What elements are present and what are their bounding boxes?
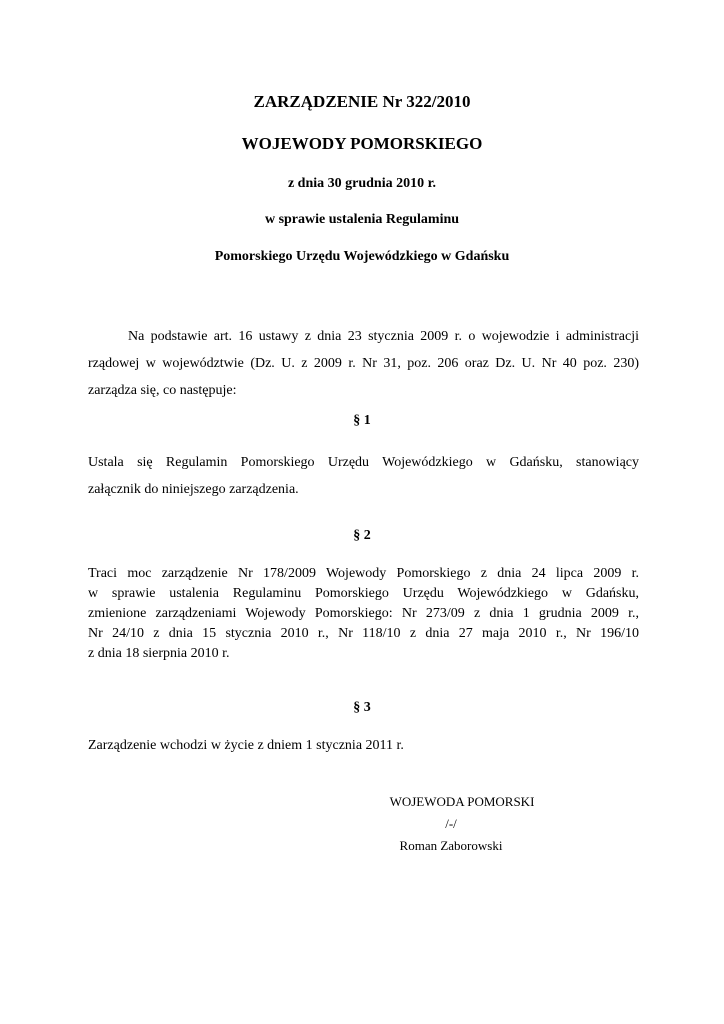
section-3-paragraph — [88, 736, 639, 756]
section-1-line: Ustala się Regulamin Pomorskiego Urzędu Wojewódzkiego w Gdańsku, stanowiący — [88, 455, 639, 470]
section-1-line: załącznik do niniejszego zarządzenia. — [88, 482, 299, 497]
section-2-line: Nr 24/10 z dnia 15 stycznia 2010 r., Nr 118/10 z dnia 27 maja 2010 r., Nr 196/10 — [88, 626, 639, 641]
document-subject-line-1: w sprawie ustalenia Regulaminu — [264, 212, 460, 227]
signature-mark: /-/ — [445, 816, 457, 831]
section-2-line: Traci moc zarządzenie Nr 178/2009 Wojewody Pomorskiego z dnia 24 lipca 2009 r. — [88, 566, 639, 581]
signature-name: Roman Zaborowski — [399, 838, 503, 853]
document-subject-line-2: Pomorskiego Urzędu Wojewódzkiego w Gdańsku — [214, 249, 510, 264]
document-title: ZARZĄDZENIE Nr 322/2010 — [253, 92, 471, 111]
section-2-line: zmienione zarządzeniami Wojewody Pomorskiego: Nr 273/09 z dnia 1 grudnia 2009 r., — [88, 606, 639, 621]
section-1-mark: § 1 — [353, 413, 371, 428]
section-3-mark: § 3 — [353, 700, 371, 715]
section-2-paragraph — [88, 564, 639, 664]
preamble-paragraph — [88, 323, 639, 404]
section-3-line: Zarządzenie wchodzi w życie z dniem 1 stycznia 2011 r. — [88, 738, 404, 753]
signature-office: WOJEWODA POMORSKI — [389, 794, 535, 809]
section-1-paragraph — [88, 449, 639, 503]
document-issuer: WOJEWODY POMORSKIEGO — [241, 134, 483, 153]
preamble-line: zarządza się, co następuje: — [88, 383, 237, 398]
document-date: z dnia 30 grudnia 2010 r. — [287, 176, 437, 191]
section-2-line: w sprawie ustalenia Regulaminu Pomorskiego Urzędu Wojewódzkiego w Gdańsku, — [88, 586, 639, 601]
preamble-line: Na podstawie art. 16 ustawy z dnia 23 stycznia 2009 r. o wojewodzie i administracji — [128, 329, 639, 344]
section-2-line: z dnia 18 sierpnia 2010 r. — [88, 646, 230, 661]
preamble-line: rządowej w województwie (Dz. U. z 2009 r. Nr 31, poz. 206 oraz Dz. U. Nr 40 poz. 230) — [88, 356, 639, 371]
section-2-mark: § 2 — [353, 528, 371, 543]
